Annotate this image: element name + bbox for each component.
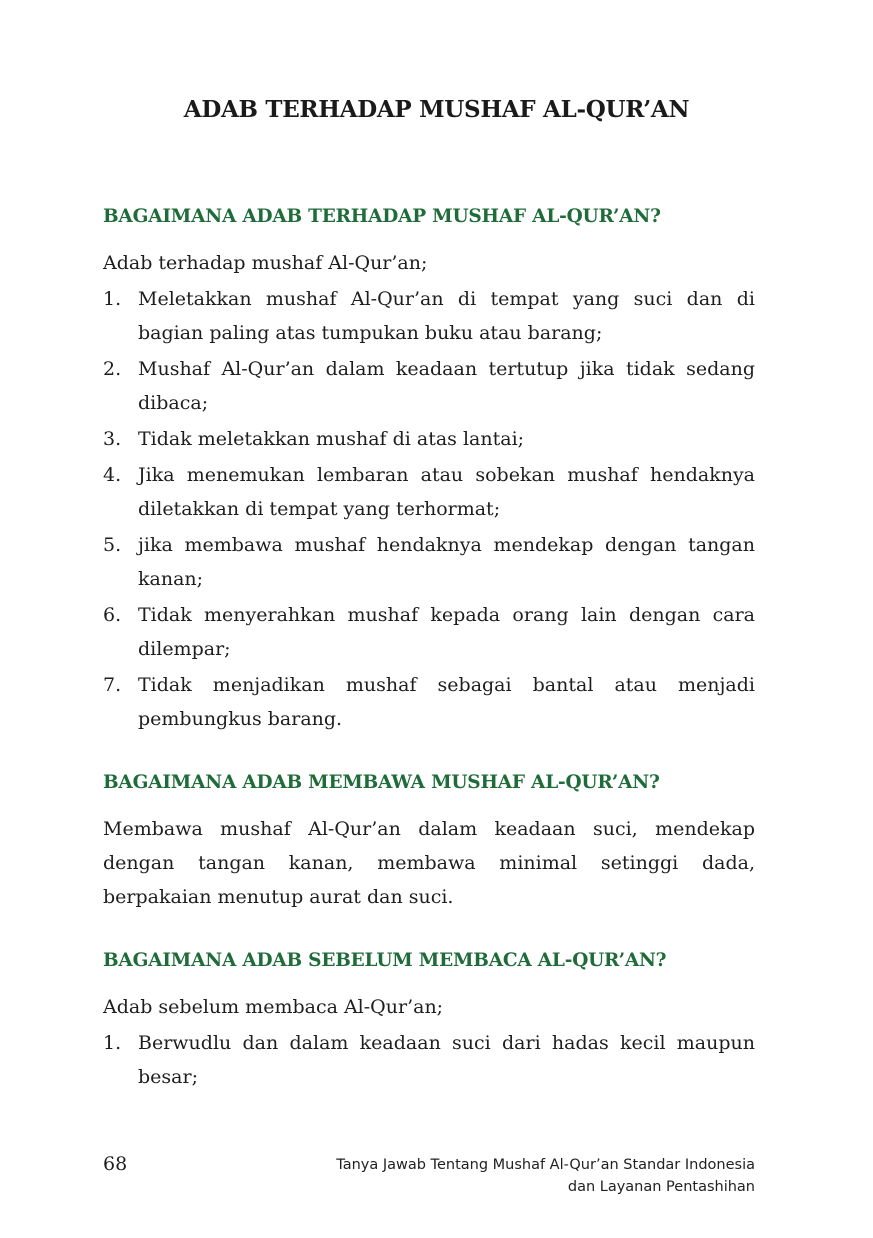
book-title-line-2: dan Layanan Pentashihan xyxy=(567,1179,755,1195)
list-text: Tidak meletakkan mushaf di atas lantai; xyxy=(138,428,525,450)
chapter-title: ADAB TERHADAP MUSHAF AL-QUR’AN xyxy=(183,96,690,123)
list-text: jika membawa mushaf hendaknya mendekap dengan tangan kanan; xyxy=(138,534,755,590)
list-item xyxy=(103,668,755,736)
section-intro: Adab sebelum membaca Al-Qur’an; xyxy=(103,996,444,1018)
section-adab-sebelum-membaca xyxy=(103,944,755,1094)
section-heading: BAGAIMANA ADAB SEBELUM MEMBACA AL-QUR’AN? xyxy=(103,950,667,971)
list-text: Jika menemukan lembaran atau sobekan mushaf hendaknya diletakkan di tempat yang terhormat; xyxy=(138,464,755,520)
list-number: 2. xyxy=(103,358,122,380)
list-text: Mushaf Al-Qur’an dalam keadaan tertutup jika tidak sedang dibaca; xyxy=(138,358,755,414)
list-number: 6. xyxy=(103,604,122,626)
section-adab-terhadap-mushaf xyxy=(103,200,755,736)
list-number: 1. xyxy=(103,288,122,310)
page-number: 68 xyxy=(103,1153,128,1175)
list-item xyxy=(103,352,755,420)
list-number: 3. xyxy=(103,428,122,450)
section-heading: BAGAIMANA ADAB MEMBAWA MUSHAF AL-QUR’AN? xyxy=(103,772,660,793)
list-item xyxy=(103,458,755,526)
list-number: 7. xyxy=(103,674,122,696)
adab-list xyxy=(103,1026,755,1094)
list-text: Meletakkan mushaf Al-Qur’an di tempat yang suci dan di bagian paling atas tumpukan buku atau barang; xyxy=(138,288,755,344)
list-number: 5. xyxy=(103,534,122,556)
list-item xyxy=(103,422,755,456)
section-heading: BAGAIMANA ADAB TERHADAP MUSHAF AL-QUR’AN? xyxy=(103,206,661,227)
section-body: Membawa mushaf Al-Qur’an dalam keadaan suci, mendekap dengan tangan kanan, membawa minimal setinggi dada, berpakaian menutup aurat dan suci. xyxy=(103,818,755,908)
list-text: Berwudlu dan dalam keadaan suci dari hadas kecil maupun besar; xyxy=(138,1032,755,1088)
list-text: Tidak menjadikan mushaf sebagai bantal atau menjadi pembungkus barang. xyxy=(138,674,755,730)
section-adab-membawa-mushaf xyxy=(103,766,755,914)
list-item xyxy=(103,598,755,666)
list-item xyxy=(103,1026,755,1094)
section-intro: Adab terhadap mushaf Al-Qur’an; xyxy=(103,252,428,274)
list-item xyxy=(103,528,755,596)
running-footer xyxy=(336,1154,755,1198)
adab-list xyxy=(103,282,755,736)
list-text: Tidak menyerahkan mushaf kepada orang lain dengan cara dilempar; xyxy=(138,604,755,660)
list-number: 4. xyxy=(103,464,122,486)
page-content xyxy=(103,200,755,1124)
list-item xyxy=(103,282,755,350)
book-title-line-1: Tanya Jawab Tentang Mushaf Al-Qur’an Standar Indonesia xyxy=(336,1157,755,1173)
list-number: 1. xyxy=(103,1032,122,1054)
